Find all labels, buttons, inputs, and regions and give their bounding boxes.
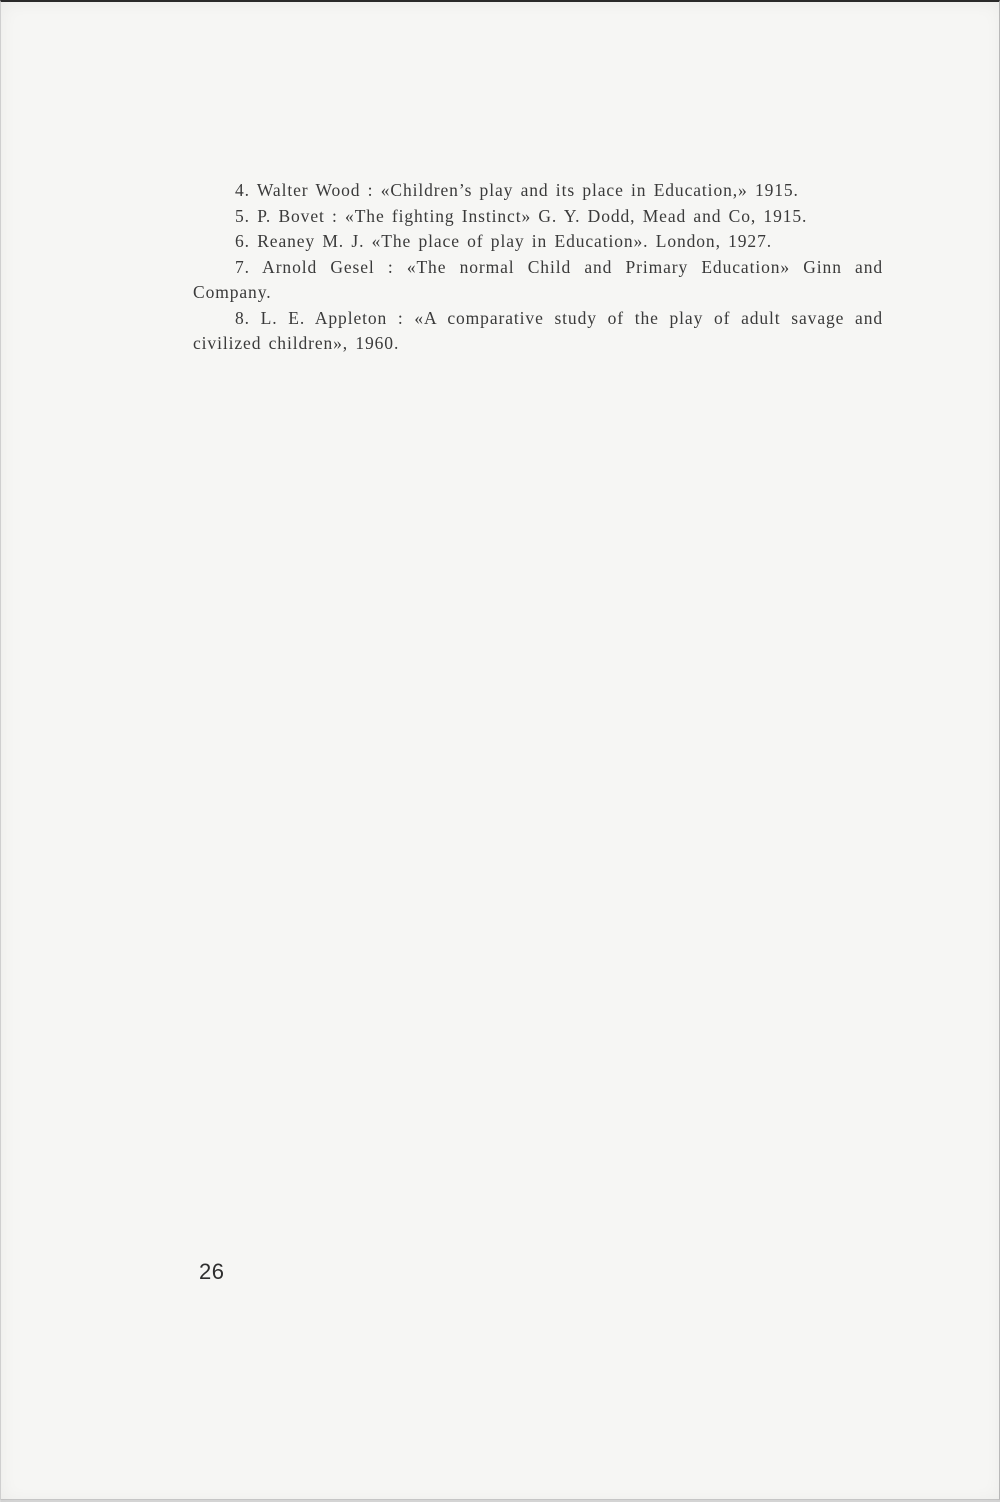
reference-entry-6: 6. Reaney M. J. «The place of play in Education». London, 1927. <box>235 231 772 251</box>
reference-entry-5: 5. P. Bovet : «The fighting Instinct» G. Y. Dodd, Mead and Co, 1915. <box>235 205 808 226</box>
reference-entry-7: 7. Arnold Gesel : «The normal Child and Primary Education» Ginn and Company. <box>193 256 883 302</box>
reference-entry-4: 4. Walter Wood : «Children’s play and its place in Education,» 1915. <box>235 180 799 200</box>
reference-entry-8: 8. L. E. Appleton : «A comparative study of the play of adult savage and civilized children», 1960. <box>193 307 883 353</box>
reference-list <box>193 178 883 357</box>
page-number: 26 <box>199 1259 225 1284</box>
